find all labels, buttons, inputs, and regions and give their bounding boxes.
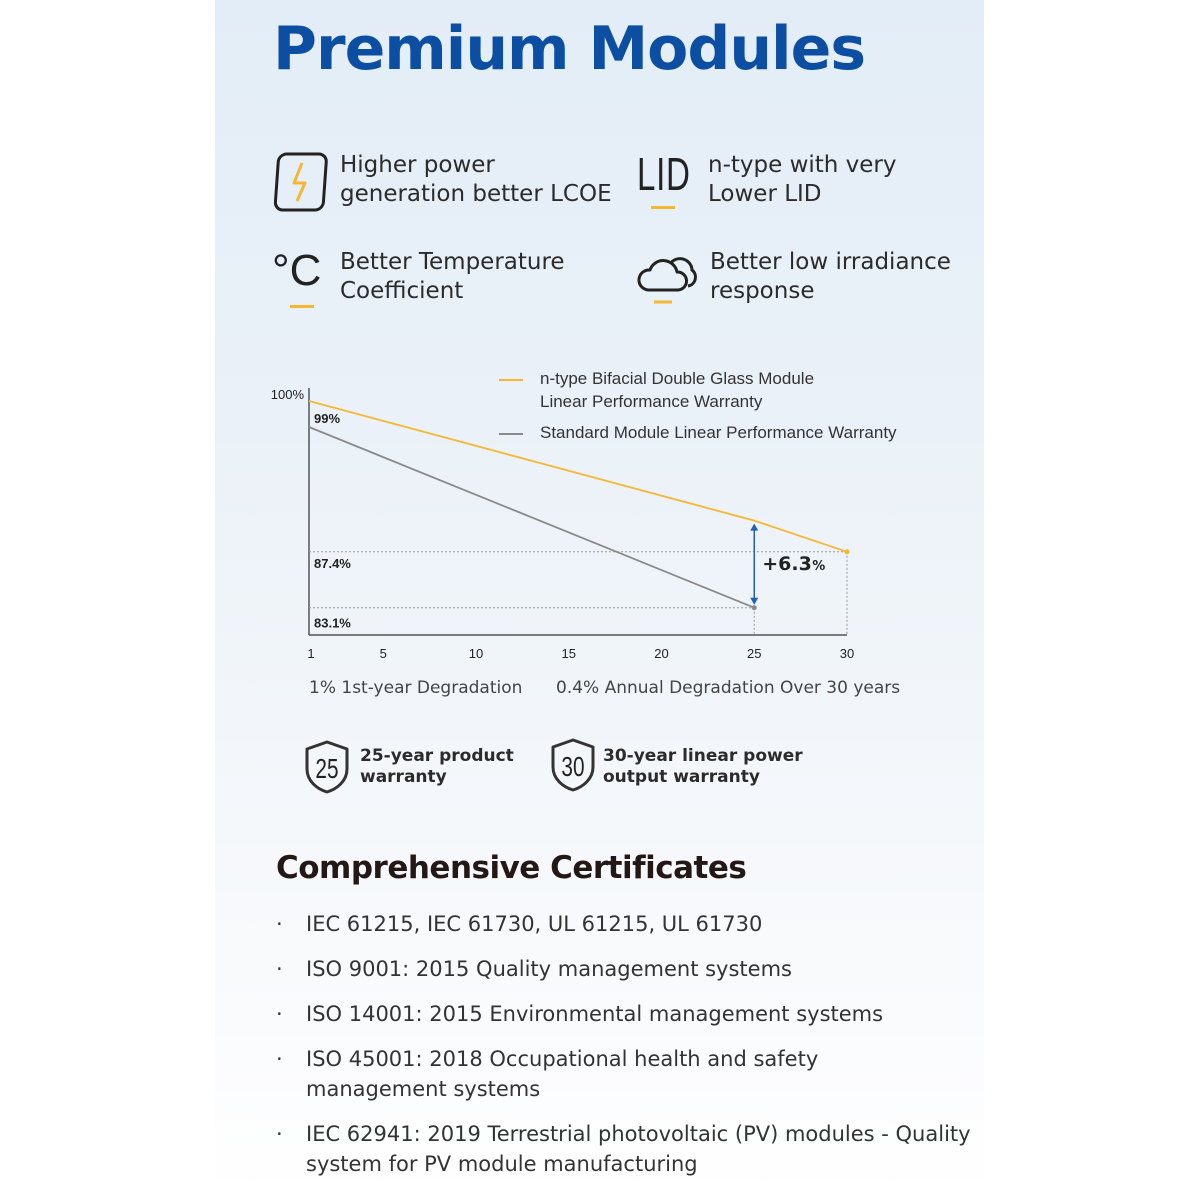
label-ref-low: 83.1% [314, 615, 351, 631]
note-first-year: 1% 1st-year Degradation [309, 678, 523, 698]
x-tick-label: 20 [654, 646, 669, 661]
series-line-ntype [309, 401, 847, 552]
warranty-product-line1: 25-year product [360, 746, 514, 766]
x-tick-label: 30 [839, 646, 855, 661]
feature-lid-line1: n-type with very [708, 152, 897, 178]
warranty-product [360, 746, 514, 788]
gain-arrow-head-down [750, 598, 758, 605]
feature-temperature-line1: Better Temperature [340, 249, 565, 275]
warranty-25-badge-text: 25 [315, 754, 339, 785]
feature-power-line2: generation better LCOE [340, 181, 612, 207]
feature-irradiance-line1: Better low irradiance [710, 249, 951, 275]
label-ref-high: 87.4% [314, 555, 351, 571]
legend-standard-line1: Standard Module Linear Performance Warranty [540, 423, 897, 442]
feature-irradiance-line2: response [710, 278, 815, 304]
certificate-item: · ISO 45001: 2018 Occupational health and safety management systems [276, 1044, 976, 1104]
page-title: Premium Modules [273, 14, 866, 84]
series-endpoint-ntype [845, 549, 850, 554]
gain-value: +6.3 [762, 553, 812, 576]
certificate-item: · IEC 62941: 2019 Terrestrial photovoltaic (PV) modules - Quality system for PV module manufacturing [276, 1119, 976, 1179]
certificates-list [276, 909, 976, 1194]
certificate-item: · ISO 14001: 2015 Environmental management systems [276, 999, 976, 1029]
warranty-product-line2: warranty [360, 767, 447, 787]
x-tick-label: 5 [379, 646, 387, 661]
note-annual: 0.4% Annual Degradation Over 30 years [556, 678, 901, 698]
series-endpoint-standard [752, 605, 757, 610]
warranty-linear-line2: output warranty [603, 767, 760, 787]
legend-ntype-line2: Linear Performance Warranty [540, 392, 763, 411]
certificate-item: · IEC 61215, IEC 61730, UL 61215, UL 61730 [276, 909, 976, 939]
warranty-30-badge-text: 30 [561, 752, 585, 783]
warranty-linear-line1: 30-year linear power [603, 746, 803, 766]
warranty-25-badge-icon [303, 739, 351, 795]
certificates-title: Comprehensive Certificates [276, 850, 747, 886]
feature-lid-line2: Lower LID [708, 181, 822, 207]
feature-temperature-line2: Coefficient [340, 278, 464, 304]
gain-unit: % [812, 559, 826, 575]
feature-power-line1: Higher power [340, 152, 495, 178]
x-tick-label: 1 [307, 646, 315, 661]
warranty-linear [603, 746, 803, 788]
label-first-year: 99% [314, 411, 341, 426]
certificate-item: · ISO 9001: 2015 Quality management systems [276, 954, 976, 984]
x-tick-label: 10 [468, 646, 484, 661]
gain-arrow-head-up [750, 524, 758, 531]
y-axis-label: 100% [270, 387, 304, 402]
legend-ntype-line1: n-type Bifacial Double Glass Module [540, 369, 815, 388]
x-tick-label: 15 [561, 646, 576, 661]
temperature-icon-text: °C [272, 246, 322, 295]
x-tick-label: 25 [747, 646, 762, 661]
lid-icon-text: LID [637, 148, 691, 200]
series-line-standard [309, 427, 754, 608]
warranty-30-badge-icon [549, 737, 597, 793]
